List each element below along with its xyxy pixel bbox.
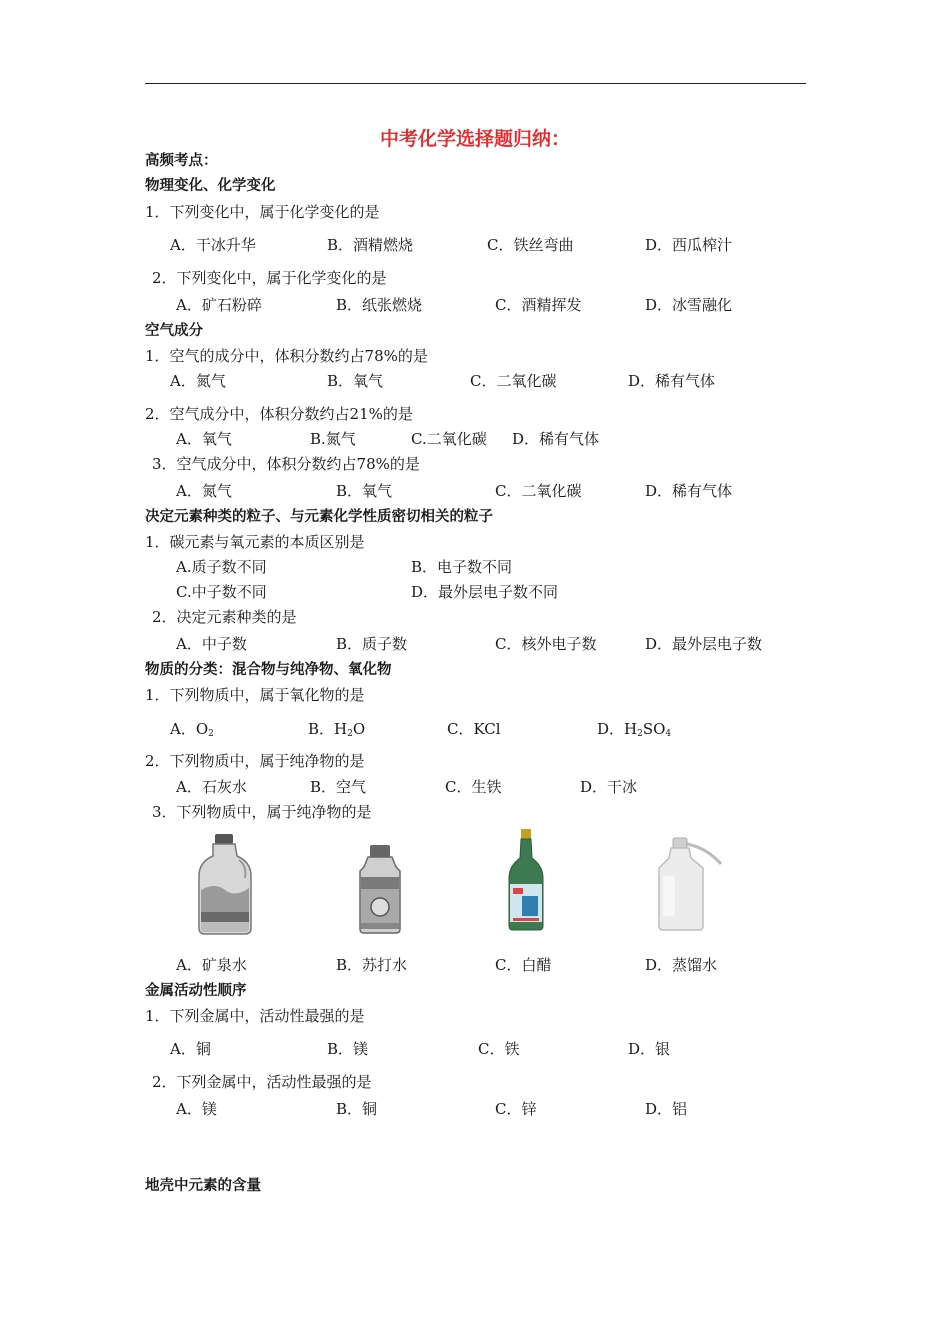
option: B．酒精燃烧	[327, 236, 414, 254]
option: C.二氧化碳	[411, 430, 487, 448]
option: B．$H_2O$	[308, 720, 366, 739]
question: 2．空气成分中，体积分数约占21%的是	[145, 405, 413, 423]
option: B．铜	[336, 1100, 378, 1118]
page-title: 中考化学选择题归纳：	[379, 128, 570, 150]
option: D．稀有气体	[645, 482, 733, 500]
option: D．稀有气体	[512, 430, 600, 448]
question: 1．下列金属中，活动性最强的是	[145, 1007, 365, 1025]
question: 2．决定元素种类的是	[152, 608, 297, 626]
option: D．蒸馏水	[645, 956, 718, 974]
section-heading: 决定元素种类的粒子、与元素化学性质密切相关的粒子	[145, 509, 493, 525]
option: C．铁丝弯曲	[487, 236, 574, 254]
question: 1．下列物质中，属于氧化物的是	[145, 686, 365, 704]
question: 2．下列物质中，属于纯净物的是	[145, 752, 365, 770]
question: 1．空气的成分中，体积分数约占78%的是	[145, 347, 428, 365]
option: D．最外层电子数	[645, 635, 763, 653]
soda-water-bottle-image	[352, 843, 408, 935]
option: B．空气	[310, 778, 367, 796]
option: A．中子数	[176, 635, 247, 653]
option: D．银	[628, 1040, 671, 1058]
section-heading: 高频考点：	[145, 153, 218, 169]
section-heading: 物理变化、化学变化	[145, 178, 276, 194]
question: 1．碳元素与氧元素的本质区别是	[145, 533, 365, 551]
question: 1．下列变化中，属于化学变化的是	[145, 203, 380, 221]
option: B.氮气	[310, 430, 356, 448]
option: A．氧气	[176, 430, 232, 448]
mineral-water-bottle-image	[195, 832, 255, 936]
option: D．稀有气体	[628, 372, 716, 390]
section-heading: 空气成分	[145, 323, 203, 339]
option: D．铝	[645, 1100, 688, 1118]
option: A．氮气	[176, 482, 232, 500]
option: A．干冰升华	[170, 236, 256, 254]
option: A．石灰水	[176, 778, 247, 796]
option: B．苏打水	[336, 956, 408, 974]
option: A.质子数不同	[176, 558, 267, 576]
section-heading: 物质的分类：混合物与纯净物、氧化物	[145, 662, 392, 678]
option: C.中子数不同	[176, 583, 267, 601]
option: A．矿泉水	[176, 956, 247, 974]
option: A．铜	[170, 1040, 211, 1058]
option: B．电子数不同	[411, 558, 513, 576]
option: B．氧气	[327, 372, 384, 390]
option: C．锌	[495, 1100, 537, 1118]
distilled-water-bottle-image	[655, 836, 725, 932]
option: D．最外层电子数不同	[411, 583, 559, 601]
option: A．氮气	[170, 372, 226, 390]
option: C．二氧化碳	[470, 372, 557, 390]
option: C．核外电子数	[495, 635, 597, 653]
option: B．质子数	[336, 635, 408, 653]
option: A．镁	[176, 1100, 217, 1118]
option: D．干冰	[580, 778, 638, 796]
question: 2．下列金属中，活动性最强的是	[152, 1073, 372, 1091]
option: C．酒精挥发	[495, 296, 582, 314]
option: B．纸张燃烧	[336, 296, 423, 314]
option: A．矿石粉碎	[176, 296, 262, 314]
option: D．冰雪融化	[645, 296, 733, 314]
option: C．KCl	[447, 720, 501, 738]
option: D．西瓜榨汁	[645, 236, 733, 254]
option: C．生铁	[445, 778, 502, 796]
option: A．$O_2$	[170, 720, 214, 739]
option: D．$H_2SO_4$	[597, 720, 672, 739]
header-rule	[145, 83, 806, 84]
option: C．二氧化碳	[495, 482, 582, 500]
section-heading: 金属活动性顺序	[145, 983, 247, 999]
option: C．铁	[478, 1040, 520, 1058]
question: 3．下列物质中，属于纯净物的是	[152, 803, 372, 821]
question: 2．下列变化中，属于化学变化的是	[152, 269, 387, 287]
option: B．镁	[327, 1040, 369, 1058]
section-heading: 地壳中元素的含量	[145, 1178, 261, 1194]
white-vinegar-bottle-image	[505, 828, 547, 932]
option: C．白醋	[495, 956, 552, 974]
option: B．氧气	[336, 482, 393, 500]
question: 3．空气成分中，体积分数约占78%的是	[152, 455, 420, 473]
